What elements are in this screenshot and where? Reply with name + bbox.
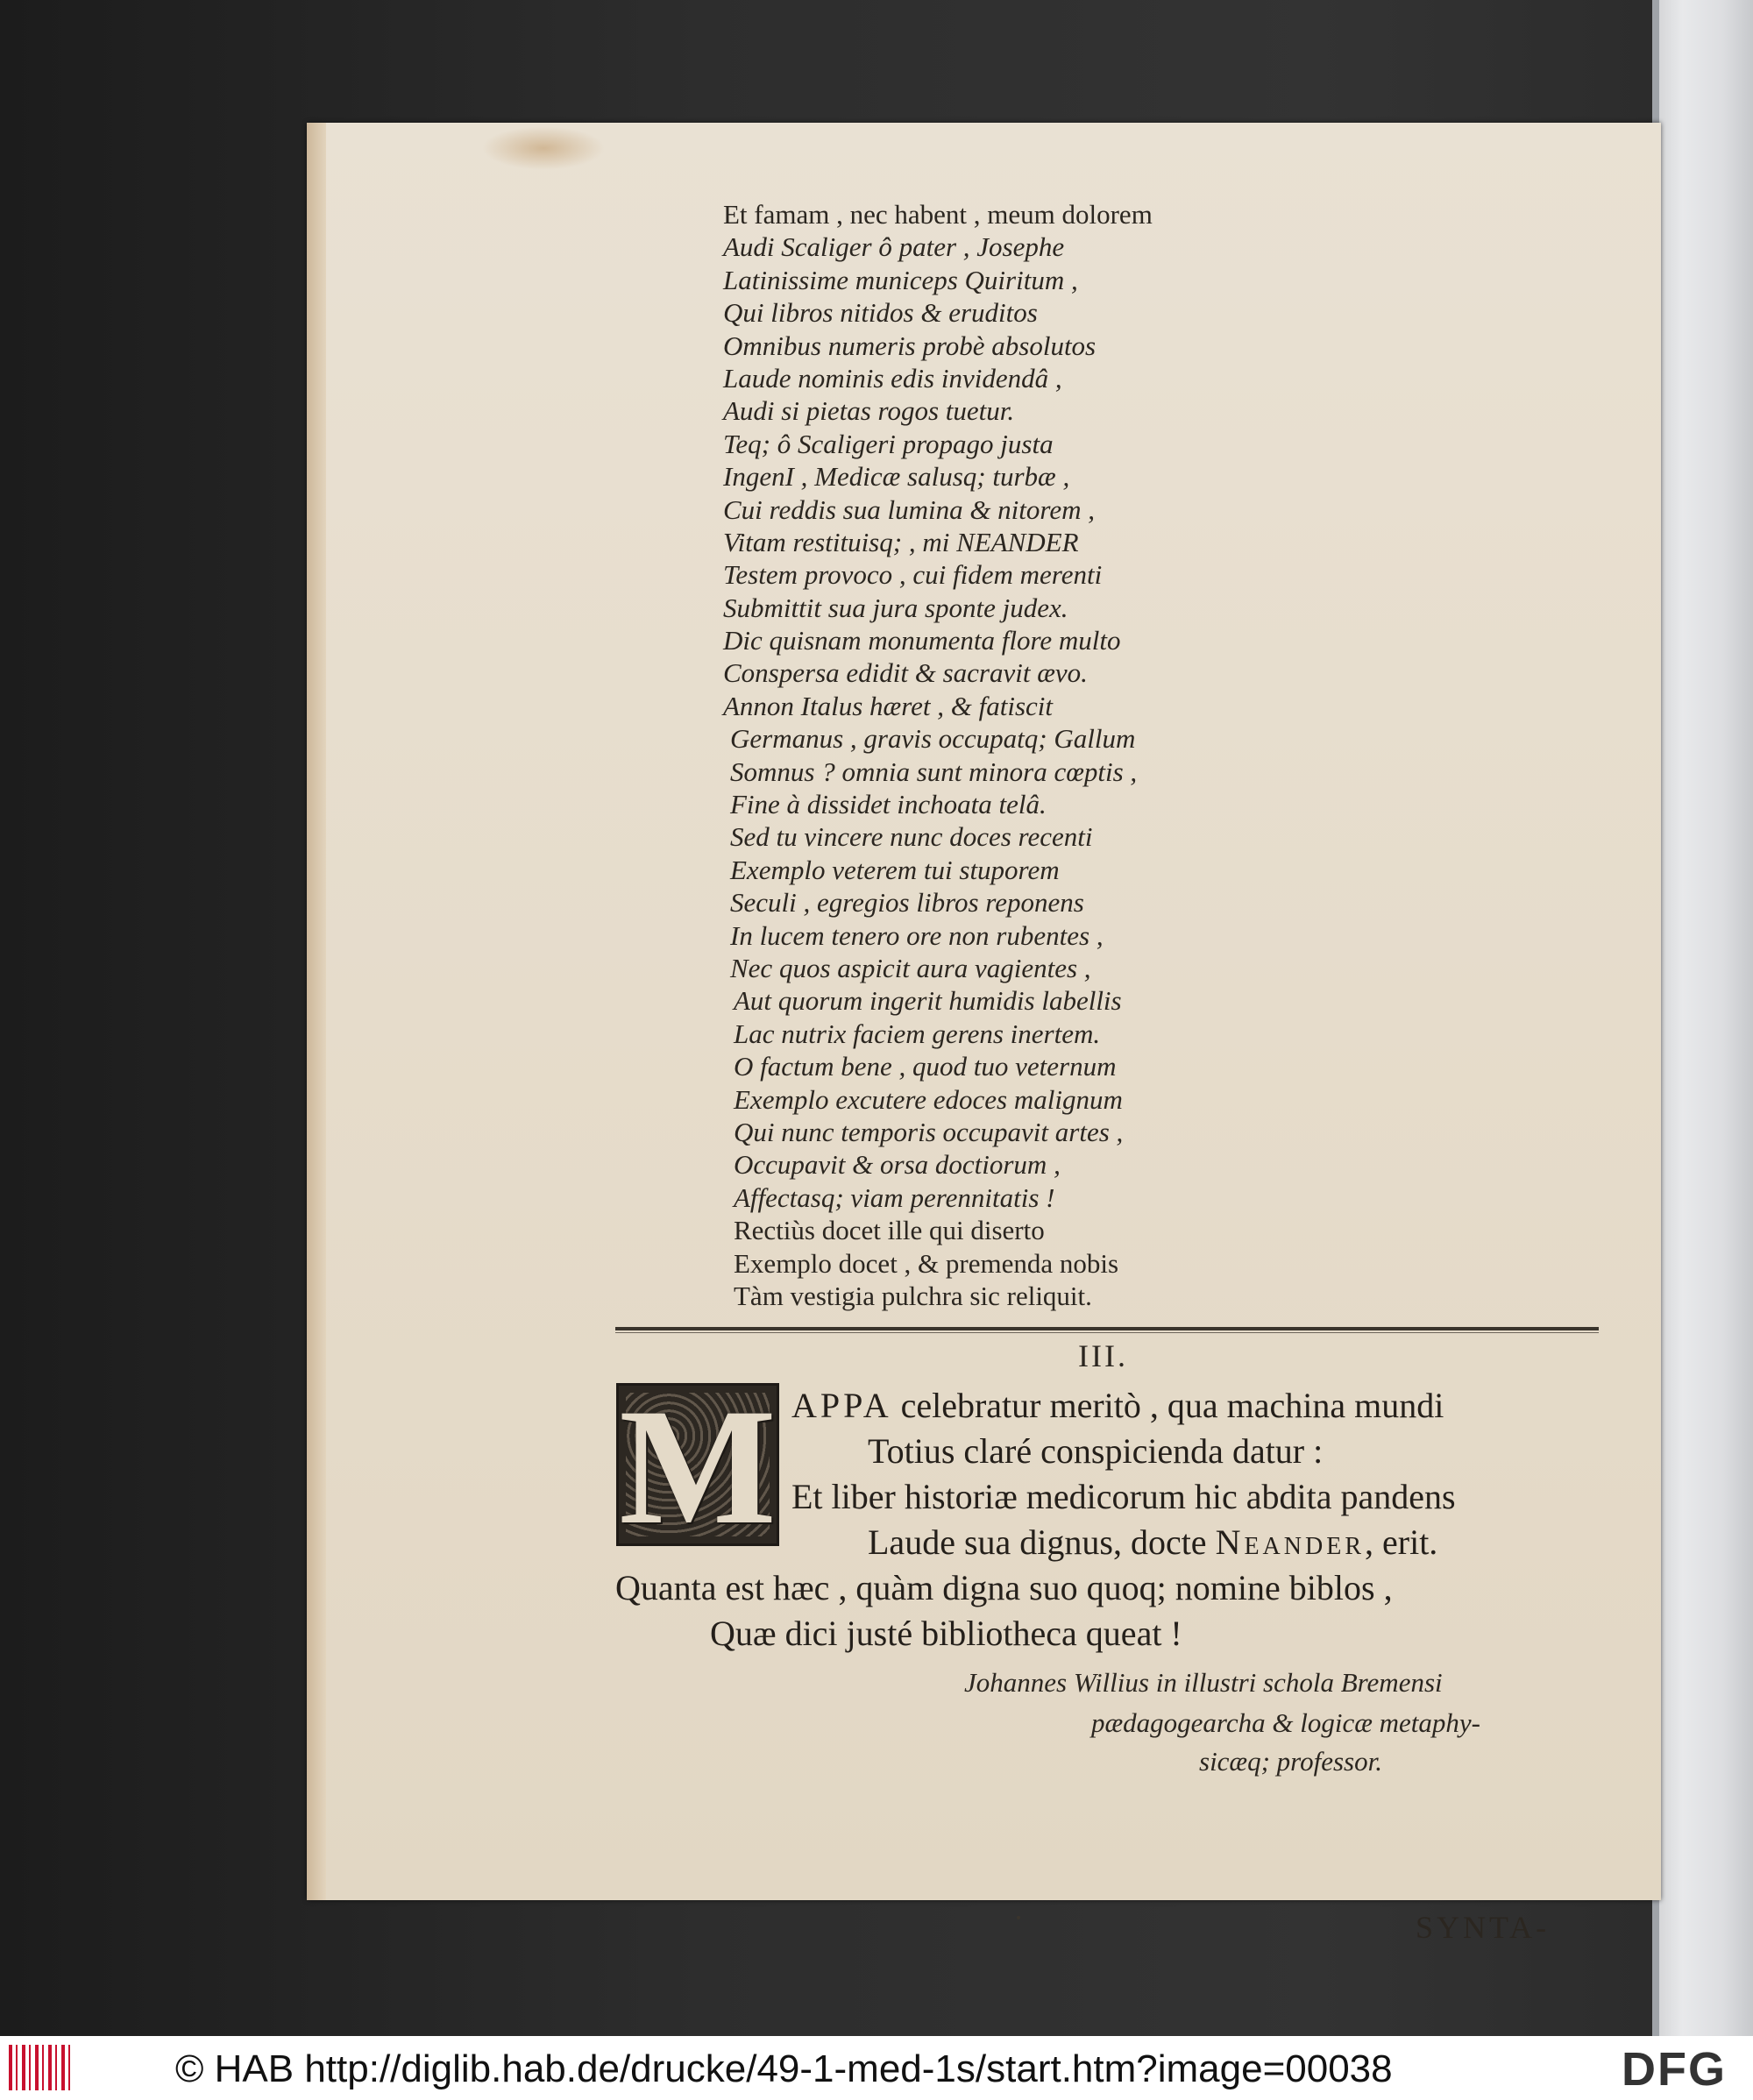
- initial-letter: M: [619, 1375, 777, 1559]
- section-rule-thin: [615, 1332, 1599, 1333]
- footer-copyright-url[interactable]: © HAB http://diglib.hab.de/drucke/49-1-med-1s/start.htm?image=00038: [175, 2047, 1393, 2090]
- verse-line-3: Et liber historiæ medicorum hic abdita pandens: [791, 1477, 1456, 1516]
- book-page: [307, 123, 1661, 1945]
- page-edge: [307, 123, 326, 1900]
- poem-line: Exemplo veterem tui stuporem: [730, 854, 1060, 885]
- poem-line: Exemplo excutere edoces malignum: [734, 1083, 1123, 1115]
- poem-line: Tàm vestigia pulchra sic reliquit.: [734, 1280, 1092, 1311]
- poem-line: Vitam restituisq; , mi NEANDER: [723, 526, 1079, 557]
- page-stain: [482, 126, 605, 170]
- poem-line: Latinissime municeps Quiritum ,: [723, 264, 1078, 295]
- poem-line: Occupavit & orsa doctiorum ,: [734, 1149, 1061, 1181]
- poem-line: Cui reddis sua lumina & nitorem ,: [723, 493, 1095, 525]
- verse-line-4: Laude sua dignus, docte Neander, erit.: [868, 1522, 1438, 1562]
- poem-line: Qui libros nitidos & eruditos: [723, 297, 1038, 329]
- verse-line-1: APPA celebratur meritò , qua machina mundi: [791, 1386, 1444, 1425]
- poem-line: Germanus , gravis occupatq; Gallum: [730, 723, 1136, 755]
- poem-line: Audi si pietas rogos tuetur.: [723, 395, 1015, 427]
- poem-line: Testem provoco , cui fidem merenti: [723, 559, 1103, 591]
- poem-line: Affectasq; viam perennitatis !: [734, 1181, 1055, 1213]
- poem-line: In lucem tenero ore non rubentes ,: [730, 919, 1104, 951]
- poem-line: O factum bene , quod tuo veternum: [734, 1051, 1117, 1082]
- poem-line: Nec quos aspicit aura vagientes ,: [730, 952, 1091, 983]
- poem-line: Submittit sua jura sponte judex.: [723, 592, 1068, 623]
- poem-line: Et famam , nec habent , meum dolorem: [723, 199, 1153, 230]
- decorated-initial: [616, 1375, 779, 1559]
- signature-line-1: Johannes Willius in illustri schola Bremensi: [964, 1667, 1443, 1698]
- verse-line-6: Quæ dici justé bibliotheca queat !: [710, 1614, 1182, 1653]
- poem-line: Exemplo docet , & premenda nobis: [734, 1247, 1119, 1279]
- library-logo-icon: [9, 2045, 75, 2090]
- poem-line: Annon Italus hæret , & fatiscit: [723, 690, 1054, 721]
- dfg-logo: DFG: [1622, 2043, 1727, 2096]
- poem-line: Rectiùs docet ille qui diserto: [734, 1215, 1045, 1246]
- signature-line-2: pædagogearcha & logicæ metaphy-: [1091, 1707, 1480, 1738]
- poem: [723, 198, 1512, 1312]
- poem-line: Somnus ? omnia sunt minora cœptis ,: [730, 756, 1138, 787]
- poem-line: IngenI , Medicæ salusq; turbæ ,: [723, 461, 1070, 493]
- poem-line: Teq; ô Scaligeri propago justa: [723, 428, 1054, 459]
- poem-line: Laude nominis edis invidendâ ,: [723, 362, 1062, 394]
- poem-line: Qui nunc temporis occupavit artes ,: [734, 1116, 1124, 1147]
- poem-line: Dic quisnam monumenta flore multo: [723, 625, 1121, 656]
- poem-line: Conspersa edidit & sacravit ævo.: [723, 657, 1088, 689]
- scanner-glass: [1652, 0, 1753, 2036]
- poem-line: Aut quorum ingerit humidis labellis: [734, 985, 1122, 1017]
- section-number: III.: [1078, 1338, 1128, 1373]
- verse-line-2: Totius claré conspicienda datur :: [868, 1431, 1324, 1471]
- section-rule: [615, 1327, 1599, 1330]
- poem-line: Audi Scaliger ô pater , Josephe: [723, 231, 1065, 263]
- ink-dot: [1017, 1916, 1020, 1919]
- poem-line: Seculi , egregios libros reponens: [730, 887, 1084, 919]
- poem-line: Omnibus numeris probè absolutos: [723, 330, 1097, 361]
- poem-line: Fine à dissidet inchoata telâ.: [730, 789, 1047, 820]
- verse-line-5: Quanta est hæc , quàm digna suo quoq; nomine biblos ,: [615, 1568, 1393, 1607]
- catchword: SYNTA-: [1416, 1910, 1551, 1945]
- signature-line-3: sicæq; professor.: [1199, 1746, 1382, 1777]
- poem-line: Lac nutrix faciem gerens inertem.: [734, 1018, 1101, 1049]
- poem-line: Sed tu vincere nunc doces recenti: [730, 821, 1093, 853]
